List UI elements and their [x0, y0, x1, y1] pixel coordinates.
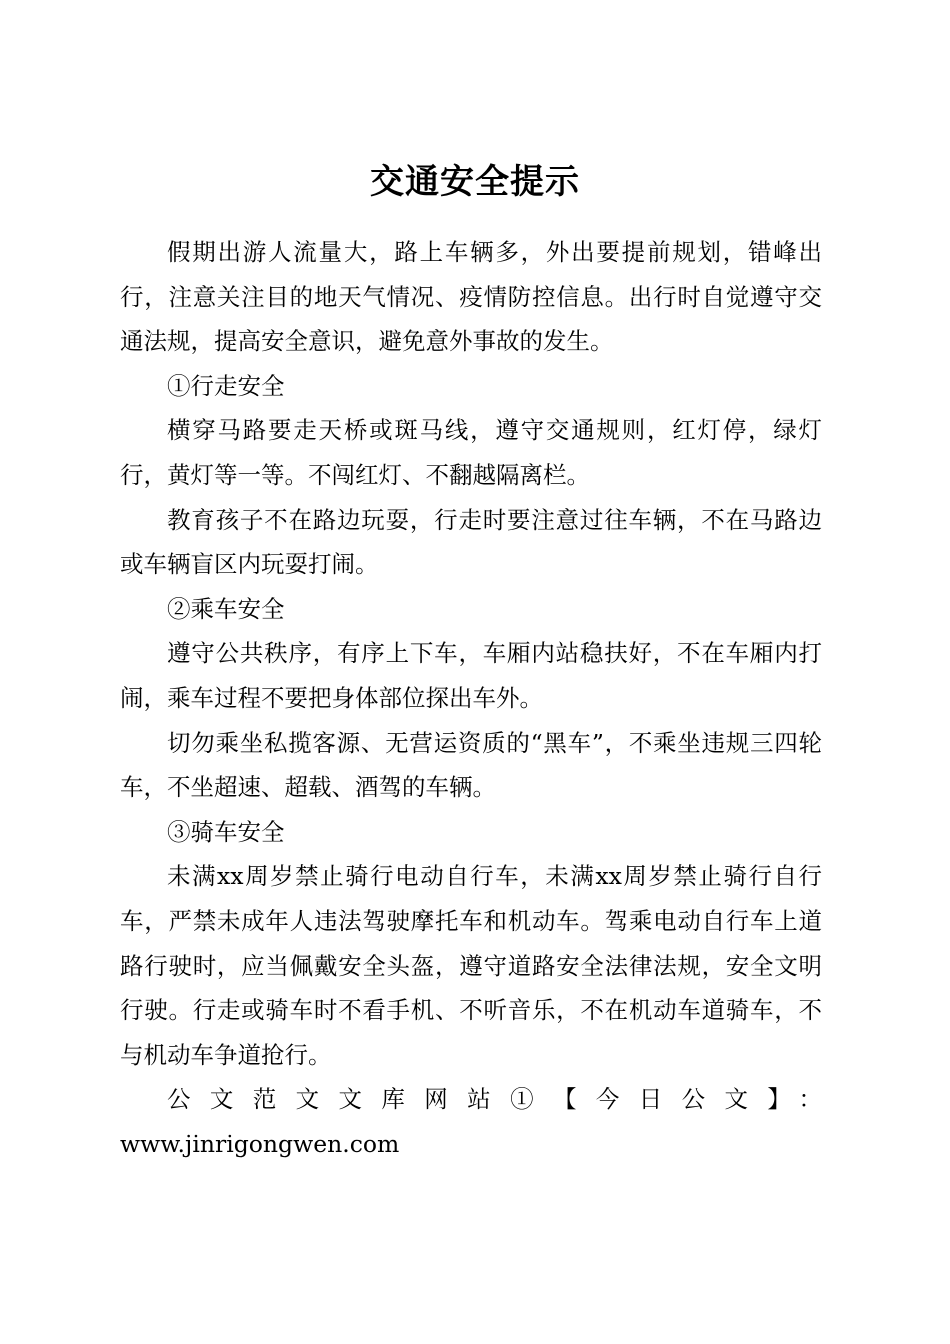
- cycling-paragraph: 未满xx周岁禁止骑行电动自行车，未满xx周岁禁止骑行自行车，严禁未成年人违法驾驶摩托车和机动车。驾乘电动自行车上道路行驶时，应当佩戴安全头盔，遵守道路安全法律法规，安全文明行驶。行走或骑车时不看手机、不听音乐，不在机动车道骑车，不与机动车争道抢行。: [120, 862, 822, 1069]
- intro-paragraph: 假期出游人流量大，路上车辆多，外出要提前规划，错峰出行，注意关注目的地天气情况、疫情防控信息。出行时自觉遵守交通法规，提高安全意识，避免意外事故的发生。: [120, 238, 822, 356]
- footer-site-label: 公文范文文库网站①【今日公文】：: [167, 1085, 822, 1114]
- document-body: [120, 230, 822, 1166]
- section-heading-riding: ②乘车安全: [167, 594, 285, 623]
- walking-paragraph-2: 教育孩子不在路边玩耍，行走时要注意过往车辆，不在马路边或车辆盲区内玩耍打闹。: [120, 505, 822, 579]
- document-title: 交通安全提示: [370, 161, 580, 202]
- riding-paragraph-2: 切勿乘坐私揽客源、无营运资质的“黑车”，不乘坐违规三四轮车，不坐超速、超载、酒驾的车辆。: [120, 728, 822, 802]
- section-heading-cycling: ③骑车安全: [167, 817, 285, 846]
- riding-paragraph-1: 遵守公共秩序，有序上下车，车厢内站稳扶好，不在车厢内打闹，乘车过程不要把身体部位探出车外。: [120, 639, 822, 712]
- footer-site-url: www.jinrigongwen.com: [120, 1129, 400, 1158]
- walking-paragraph-1: 横穿马路要走天桥或斑马线，遵守交通规则，红灯停，绿灯行，黄灯等一等。不闯红灯、不翻越隔离栏。: [120, 416, 822, 489]
- section-heading-walking: ①行走安全: [167, 371, 285, 400]
